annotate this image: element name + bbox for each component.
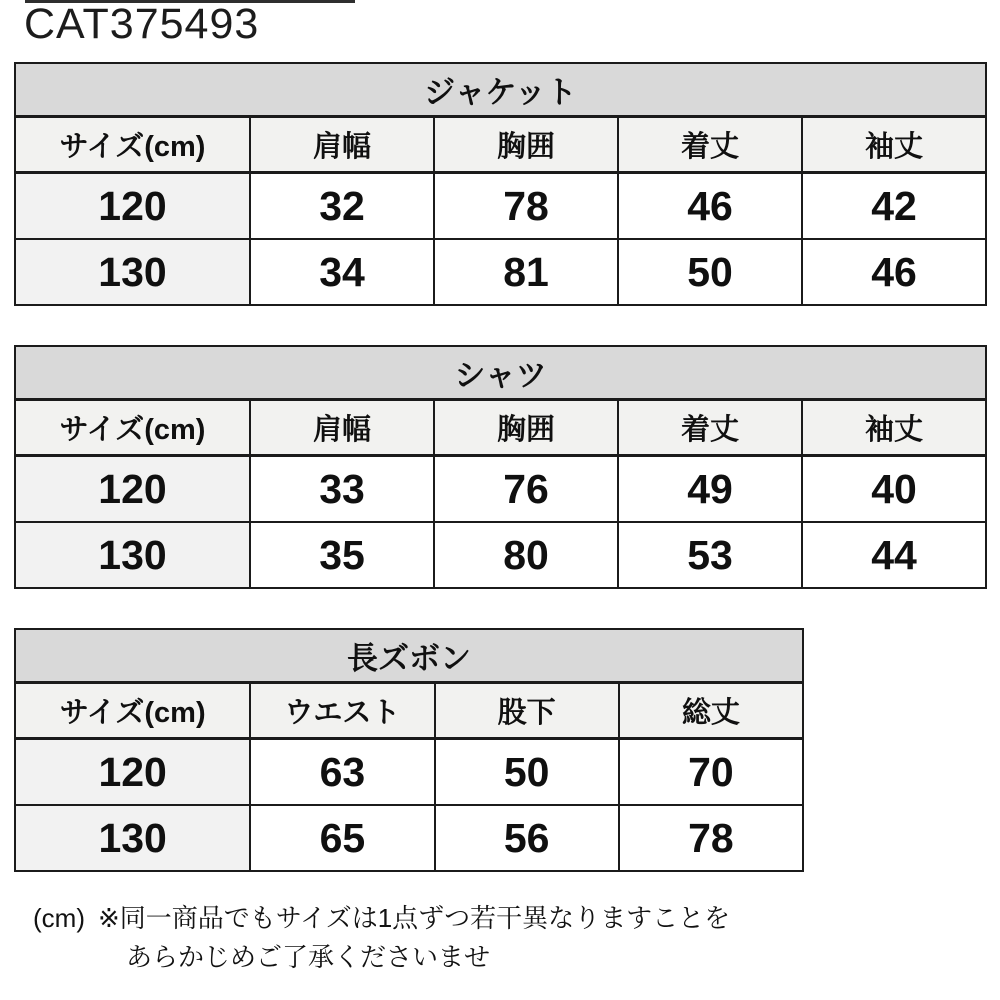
table-row — [15, 173, 986, 240]
jacket-table-title: ジャケット — [15, 63, 986, 117]
table-row — [15, 805, 803, 871]
value-cell: 34 — [250, 239, 434, 305]
column-header-size: サイズ(cm) — [15, 400, 250, 456]
note-line-1: ※同一商品でもサイズは1点ずつ若干異なりますことを — [97, 903, 731, 933]
pants-table-title: 長ズボン — [15, 629, 803, 683]
value-cell: 46 — [618, 173, 802, 240]
value-cell: 32 — [250, 173, 434, 240]
column-header-inseam: 股下 — [435, 683, 619, 739]
size-cell: 130 — [15, 805, 250, 871]
value-cell: 49 — [618, 456, 802, 523]
column-header-sleeve: 袖丈 — [802, 117, 986, 173]
value-cell: 56 — [435, 805, 619, 871]
column-header-waist: ウエスト — [250, 683, 434, 739]
product-code: CAT375493 — [24, 0, 260, 48]
value-cell: 80 — [434, 522, 618, 588]
value-cell: 33 — [250, 456, 434, 523]
shirt-header-row — [15, 400, 986, 456]
note-lines — [98, 899, 730, 977]
column-header-sleeve: 袖丈 — [802, 400, 986, 456]
pants-header-row — [15, 683, 803, 739]
size-cell: 130 — [15, 239, 250, 305]
value-cell: 78 — [619, 805, 803, 871]
value-cell: 70 — [619, 739, 803, 806]
shirt-size-table — [14, 345, 987, 589]
column-header-shoulder: 肩幅 — [250, 400, 434, 456]
column-header-total-length: 総丈 — [619, 683, 803, 739]
size-cell: 120 — [15, 173, 250, 240]
note-unit: (cm) — [33, 903, 85, 933]
value-cell: 50 — [618, 239, 802, 305]
size-cell: 130 — [15, 522, 250, 588]
jacket-size-table — [14, 62, 987, 306]
value-cell: 53 — [618, 522, 802, 588]
value-cell: 63 — [250, 739, 434, 806]
value-cell: 78 — [434, 173, 618, 240]
pants-size-table — [14, 628, 804, 872]
jacket-header-row — [15, 117, 986, 173]
note-line-2: あらかじめご了承くださいませ — [125, 942, 490, 972]
column-header-length: 着丈 — [618, 400, 802, 456]
value-cell: 35 — [250, 522, 434, 588]
size-cell: 120 — [15, 456, 250, 523]
size-disclaimer-note — [33, 899, 730, 977]
column-header-size: サイズ(cm) — [15, 683, 250, 739]
shirt-table-title: シャツ — [15, 346, 986, 400]
value-cell: 40 — [802, 456, 986, 523]
column-header-size: サイズ(cm) — [15, 117, 250, 173]
value-cell: 65 — [250, 805, 434, 871]
column-header-shoulder: 肩幅 — [250, 117, 434, 173]
column-header-length: 着丈 — [618, 117, 802, 173]
table-row — [15, 739, 803, 806]
size-cell: 120 — [15, 739, 250, 806]
table-row — [15, 456, 986, 523]
value-cell: 46 — [802, 239, 986, 305]
column-header-chest: 胸囲 — [434, 400, 618, 456]
table-row — [15, 522, 986, 588]
table-row — [15, 239, 986, 305]
column-header-chest: 胸囲 — [434, 117, 618, 173]
value-cell: 44 — [802, 522, 986, 588]
value-cell: 81 — [434, 239, 618, 305]
value-cell: 50 — [435, 739, 619, 806]
value-cell: 42 — [802, 173, 986, 240]
value-cell: 76 — [434, 456, 618, 523]
